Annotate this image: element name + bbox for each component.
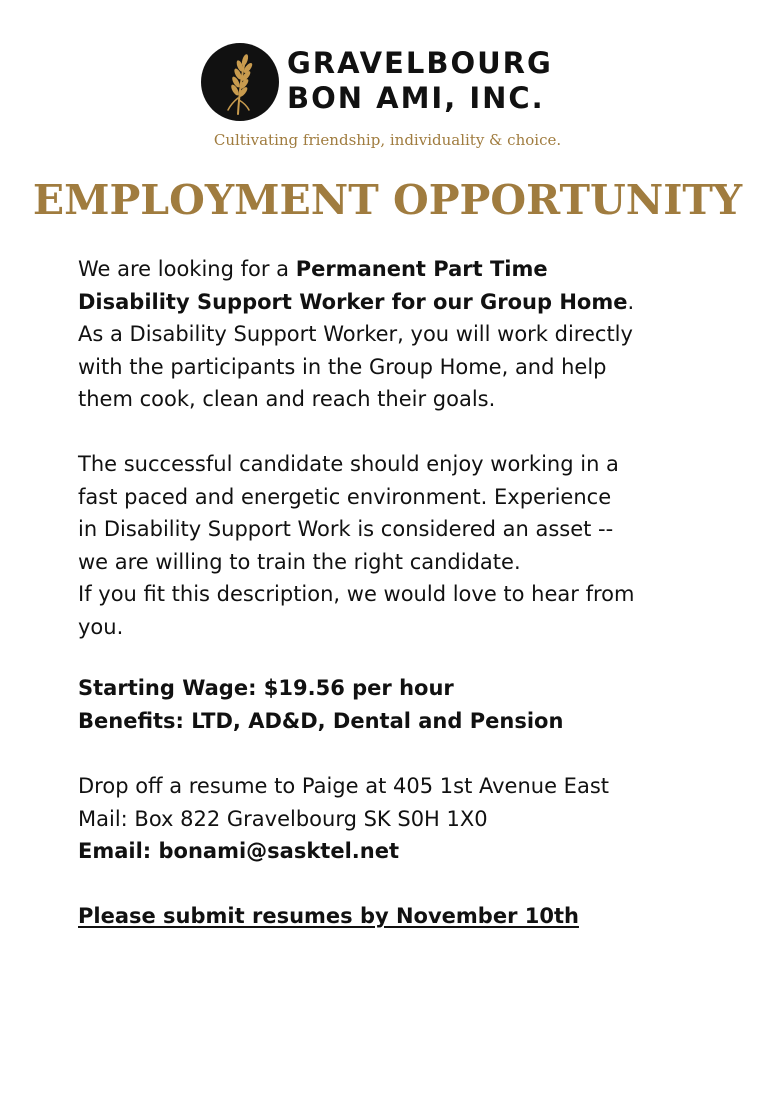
position-title-part2: Disability Support Worker for our Group Home xyxy=(78,289,628,314)
intro-line2 xyxy=(78,286,718,319)
organization-name xyxy=(287,46,553,116)
page-title: EMPLOYMENT OPPORTUNITY xyxy=(32,176,743,224)
description-line3: in Disability Support Work is considered an asset -- xyxy=(78,517,614,541)
dropoff-address: Drop off a resume to Paige at 405 1st Avenue East xyxy=(78,774,609,798)
benefits: Benefits: LTD, AD&D, Dental and Pension xyxy=(78,708,564,733)
description-paragraph xyxy=(78,448,718,643)
wheat-icon xyxy=(200,42,280,122)
contact-email: Email: bonami@sasktel.net xyxy=(78,839,399,863)
contact-section xyxy=(78,770,718,868)
intro-line5: them cook, clean and reach their goals. xyxy=(78,387,496,411)
intro-line3: As a Disability Support Worker, you will work directly xyxy=(78,322,633,346)
description-line2: fast paced and energetic environment. Experience xyxy=(78,484,612,509)
position-title-part1: Permanent Part Time xyxy=(295,257,548,281)
intro-paragraph xyxy=(78,253,718,416)
mailing-address: Mail: Box 822 Gravelbourg SK S0H 1X0 xyxy=(78,806,488,831)
description-line5: If you fit this description, we would love to hear from xyxy=(78,582,635,606)
intro-line4: with the participants in the Group Home, and help xyxy=(78,354,607,379)
tagline: Cultivating friendship, individuality & choice. xyxy=(213,131,562,149)
intro-period: . xyxy=(627,289,635,314)
submission-deadline: Please submit resumes by November 10th xyxy=(78,904,579,928)
description-line4: we are willing to train the right candidate. xyxy=(78,549,521,574)
intro-lead: We are looking for a xyxy=(78,257,296,281)
description-line6: you. xyxy=(78,614,124,639)
org-name-line2: BON AMI, INC. xyxy=(287,81,545,115)
description-line1: The successful candidate should enjoy working in a xyxy=(78,452,619,476)
starting-wage: Starting Wage: $19.56 per hour xyxy=(78,676,454,700)
compensation-section xyxy=(78,672,718,737)
intro-line1 xyxy=(78,253,718,286)
org-name-line1: GRAVELBOURG xyxy=(287,46,553,80)
deadline-section xyxy=(78,900,718,933)
header xyxy=(200,42,600,124)
